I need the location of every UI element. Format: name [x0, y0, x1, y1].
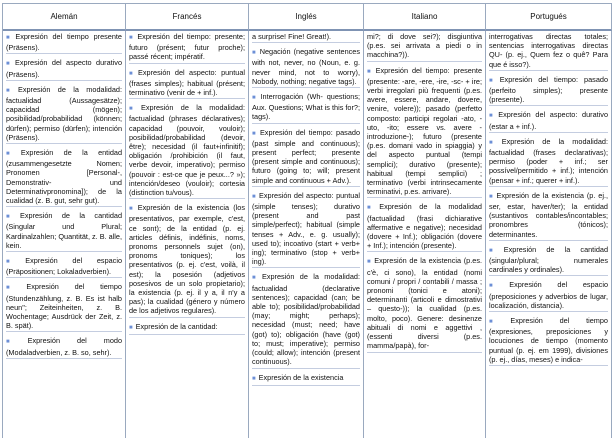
- bullet-icon: ■: [129, 324, 133, 331]
- column-header-portugues: Portugués: [486, 4, 612, 31]
- list-item: [489, 31, 608, 71]
- list-item: [252, 91, 360, 124]
- column-frances: [126, 31, 249, 438]
- list-item-text: Expresión de la modalidad (factualidad (frasi dichiarative affermative e negative); necesidad (dovere + Inf.); obligación (dovere + Inf.); intención (presente).: [367, 202, 482, 251]
- list-item: [129, 202, 245, 317]
- list-item: [6, 335, 122, 358]
- list-item-text: Expresión del tiempo: presente; futuro (présent; futur proche); passé récent; impératif.: [129, 32, 245, 62]
- bullet-icon: ■: [6, 259, 23, 266]
- column-header-aleman: Alemán: [3, 4, 126, 31]
- list-item: [129, 102, 245, 199]
- list-item: [6, 84, 122, 144]
- list-item-text: Expresión de la existencia (los presentativos, par exemple, c'est, ce sont); de la entidad (p. ej. articles définis, indéfinis, noms, pronoms personnels sujet (on), pronoms toniques); los presentativos (p. ej. c'est, voilà, il est); la posesión (adjetivos posesivos de un solo propietario); la existencia (p. ej. il y a, il n'y a pas); la cualidad (género y número de los adjetivos regulares).: [129, 203, 246, 316]
- list-item-text: Expresión del aspecto: puntual (frases simples); habitual (présent; terminativo (venir de + inf.).: [129, 67, 246, 98]
- list-item: [6, 57, 122, 80]
- list-item: [489, 109, 608, 132]
- bullet-icon: ■: [252, 193, 257, 200]
- bullet-icon: ■: [6, 339, 25, 346]
- column-aleman: [3, 31, 126, 438]
- list-item: [252, 31, 360, 43]
- list-item-text: Expresión del aspecto: puntual (simple tenses); durativo (present and past simple/perfect); habitual (simple tenses + Adv., e. g. usually); used to); incoativo (start + verb+ ing); terminativo (stop + verb+ ing).: [252, 190, 361, 267]
- list-item-text: Expresión de la existencia: [258, 372, 344, 382]
- bullet-icon: ■: [252, 130, 257, 137]
- list-item: [252, 271, 360, 368]
- list-item: [252, 372, 360, 386]
- bullet-icon: ■: [129, 70, 136, 77]
- list-item-text: Expresión del tiempo: presente (presente: -are, -ere, -ire, -sc- + ire; verbi irregolari più frequenti (p.es. avere, essere, andare, dovere, venire, volere)); pasado (perfetto composto: participi regolari -ato, -uto, -ito; essere vs. avere - introduzione-); futuro (presente (p.es. domani vado in spiaggia) y del aspecto puntual (tempi semplici); durativo (presente); habitual (tempi semplici) ; terminativo (verbi intrinsecamente terminativi, p.es. arrivare).: [367, 65, 483, 197]
- bullet-icon: ■: [129, 206, 135, 213]
- curriculum-table: [2, 3, 612, 438]
- list-item-text: mi?; di dove sei?); disgiuntiva (p.es. sei arrivata a piedi o in macchina?)).: [367, 32, 482, 60]
- list-item: [129, 31, 245, 64]
- column-italiano: [364, 31, 486, 438]
- list-item: [489, 244, 608, 277]
- list-item: [6, 281, 122, 332]
- bullet-icon: ■: [367, 259, 372, 266]
- list-item: [489, 74, 608, 107]
- list-item: [252, 127, 360, 187]
- list-item: [367, 255, 482, 352]
- list-item: [367, 201, 482, 252]
- column-portugues: [486, 31, 612, 438]
- list-item-text: Expresión del tiempo (expresiones, preposiciones y locuciones de tiempo (momento puntual (p. ej. em 1999), divisiones (p. ej., días, meses) e indica-: [489, 316, 608, 364]
- bullet-icon: ■: [129, 106, 138, 113]
- list-item-text: Expresión del tiempo (Stundenzählung, z. B. Es ist halb neun"; Zeiteinheiten, z. B. Wochentage; Ausdrück der Zeit, z. B. spät).: [6, 282, 122, 331]
- list-item: [6, 210, 122, 252]
- bullet-icon: ■: [129, 35, 135, 41]
- column-header-frances: Francés: [126, 4, 249, 31]
- list-item-text: Expresión de la entidad (zusammengesetzte Nomen; Pronomen [Personal-, Demonstrativ- und Determinativpronomina]); de la cualidad (z. B. gut, sehr gut).: [6, 148, 123, 206]
- list-item: [489, 190, 608, 241]
- list-item-text: Expresión del espacio (preposiciones y adverbios de lugar, localización, distancia).: [489, 280, 609, 310]
- list-item-text: Expresión de la modalidad: factualidad (phrases déclaratives); capacidad (pouvoir, vouloir); posibilidad/probabilidad (devoir, être); necesidad (il faut+infinitif); obligación /prohibición (il faut, verbe devoir, imperativo); permiso (pouvoir : est-ce que je peux...? »); intención/deseo (vouloir); cortesia (distinction tu/vous).: [129, 103, 245, 198]
- bullet-icon: ■: [6, 151, 18, 158]
- list-item-text: Expresión de la cantidad:: [135, 321, 218, 331]
- list-item-text: Expresión del aspecto durativo (Präsens).: [6, 58, 122, 79]
- bullet-icon: ■: [6, 214, 17, 221]
- list-item: [367, 31, 482, 62]
- list-item-text: Expresión de la modalidad: factualidad (declarative sentences); capacidad (can; be able to); posibilidad/probabilidad (may; might; perhaps); necesidad (must; need; have (got) to); obligación (have (got) to; must; imperative); permiso (could; allow); intención (present continuous).: [252, 272, 360, 367]
- list-item-text: Negación (negative sentences with not, never, no (Noun, e. g. never mind, not to worry), Nobody, nothing; negative tags).: [252, 47, 361, 86]
- list-item-text: Expresión del tiempo: pasado (past simple and continuous); present perfect; presente (present simple and continuous); futuro (going to; will; present simple and continuous + Adv.).: [252, 127, 360, 185]
- list-item-text: interrogativas directas totales; sentencias interrogativas directas QU- (p. ej., Quem fez o quê? Para que é isso?).: [489, 32, 608, 69]
- list-item-text: Expresión de la cantidad (singular/plural; numerales cardinales y ordinales).: [489, 244, 609, 275]
- list-item: [489, 279, 608, 312]
- list-item: [6, 31, 122, 54]
- bullet-icon: ■: [367, 205, 377, 212]
- list-item: [6, 147, 122, 207]
- list-item-text: Expresión de la existencia (p. ej., ser, estar, haver/ter); la entidad (sustantivos contables/incontables; pronombres (tónicos); determinantes.: [489, 190, 609, 239]
- list-item: [6, 255, 122, 278]
- list-item: [252, 46, 360, 88]
- bullet-icon: ■: [489, 77, 497, 84]
- list-item: [489, 315, 608, 366]
- column-ingles: [249, 31, 364, 438]
- list-item-text: a surprise! Fine! Great!).: [252, 32, 332, 41]
- bullet-icon: ■: [6, 35, 13, 41]
- list-item-text: Expresión de la existencia (p.es. c'è, ci sono), la entidad (nomi comuni / propri / contabili / massa ; pronomi (tonici e atoni); determinanti (articoli e dimostrativi – questo-)); la cualidad (p.es. molto, poco). Genere: desinenze abituali di nomi e aggettivi , (essenti diversi (p.es. mamma/papà), for-: [367, 256, 482, 351]
- list-item-text: Expresión del aspecto: durativo (estar a + inf.).: [489, 110, 608, 131]
- bullet-icon: ■: [6, 61, 13, 68]
- bullet-icon: ■: [252, 275, 259, 282]
- bullet-icon: ■: [489, 247, 501, 254]
- bullet-icon: ■: [252, 95, 258, 102]
- list-item: [129, 67, 245, 100]
- bullet-icon: ■: [489, 193, 494, 200]
- column-header-ingles: Inglés: [249, 4, 364, 31]
- column-header-italiano: Italiano: [364, 4, 486, 31]
- bullet-icon: ■: [489, 139, 499, 146]
- list-item-text: Expresión de la cantidad (Singular und Plural; Kardinalzahlen; Quantität, z. B. alle, kein.: [6, 211, 123, 250]
- bullet-icon: ■: [489, 283, 507, 290]
- list-item-text: Expresión de la modalidad: factualidad (frases declarativas); permiso (poder + inf.; ser possível/permitido + inf.); intención (pensar + inf.; querer + inf.).: [489, 136, 608, 185]
- bullet-icon: ■: [367, 68, 373, 75]
- bullet-icon: ■: [489, 319, 508, 326]
- bullet-icon: ■: [6, 87, 15, 94]
- list-item-text: Expresión de la modalidad: factualidad (Aussagesätze); capacidad (mögen); posibilidad/probabilidad (können; dürfen); permiso (dürfen); intención (Präsens).: [6, 84, 122, 142]
- list-item: [129, 321, 245, 335]
- bullet-icon: ■: [252, 375, 256, 382]
- bullet-icon: ■: [6, 285, 24, 292]
- list-item: [367, 65, 482, 199]
- list-item-text: Expresión del modo (Modaladverbien, z. B. so, sehr).: [6, 336, 123, 357]
- bullet-icon: ■: [489, 113, 496, 120]
- list-item-text: Expresión del espacio (Präpositionen; Lokaladverbien).: [6, 256, 123, 277]
- list-item-text: Expresión del tiempo presente (Präsens).: [6, 32, 122, 53]
- list-item-text: Expresión del tiempo: pasado (perfeito simples); presente (presente).: [489, 74, 608, 105]
- list-item: [489, 136, 608, 187]
- list-item-text: Interrogación (Wh- questions; Aux. Questions; What is this for?; tags).: [252, 92, 361, 122]
- bullet-icon: ■: [252, 50, 257, 57]
- list-item: [252, 190, 360, 269]
